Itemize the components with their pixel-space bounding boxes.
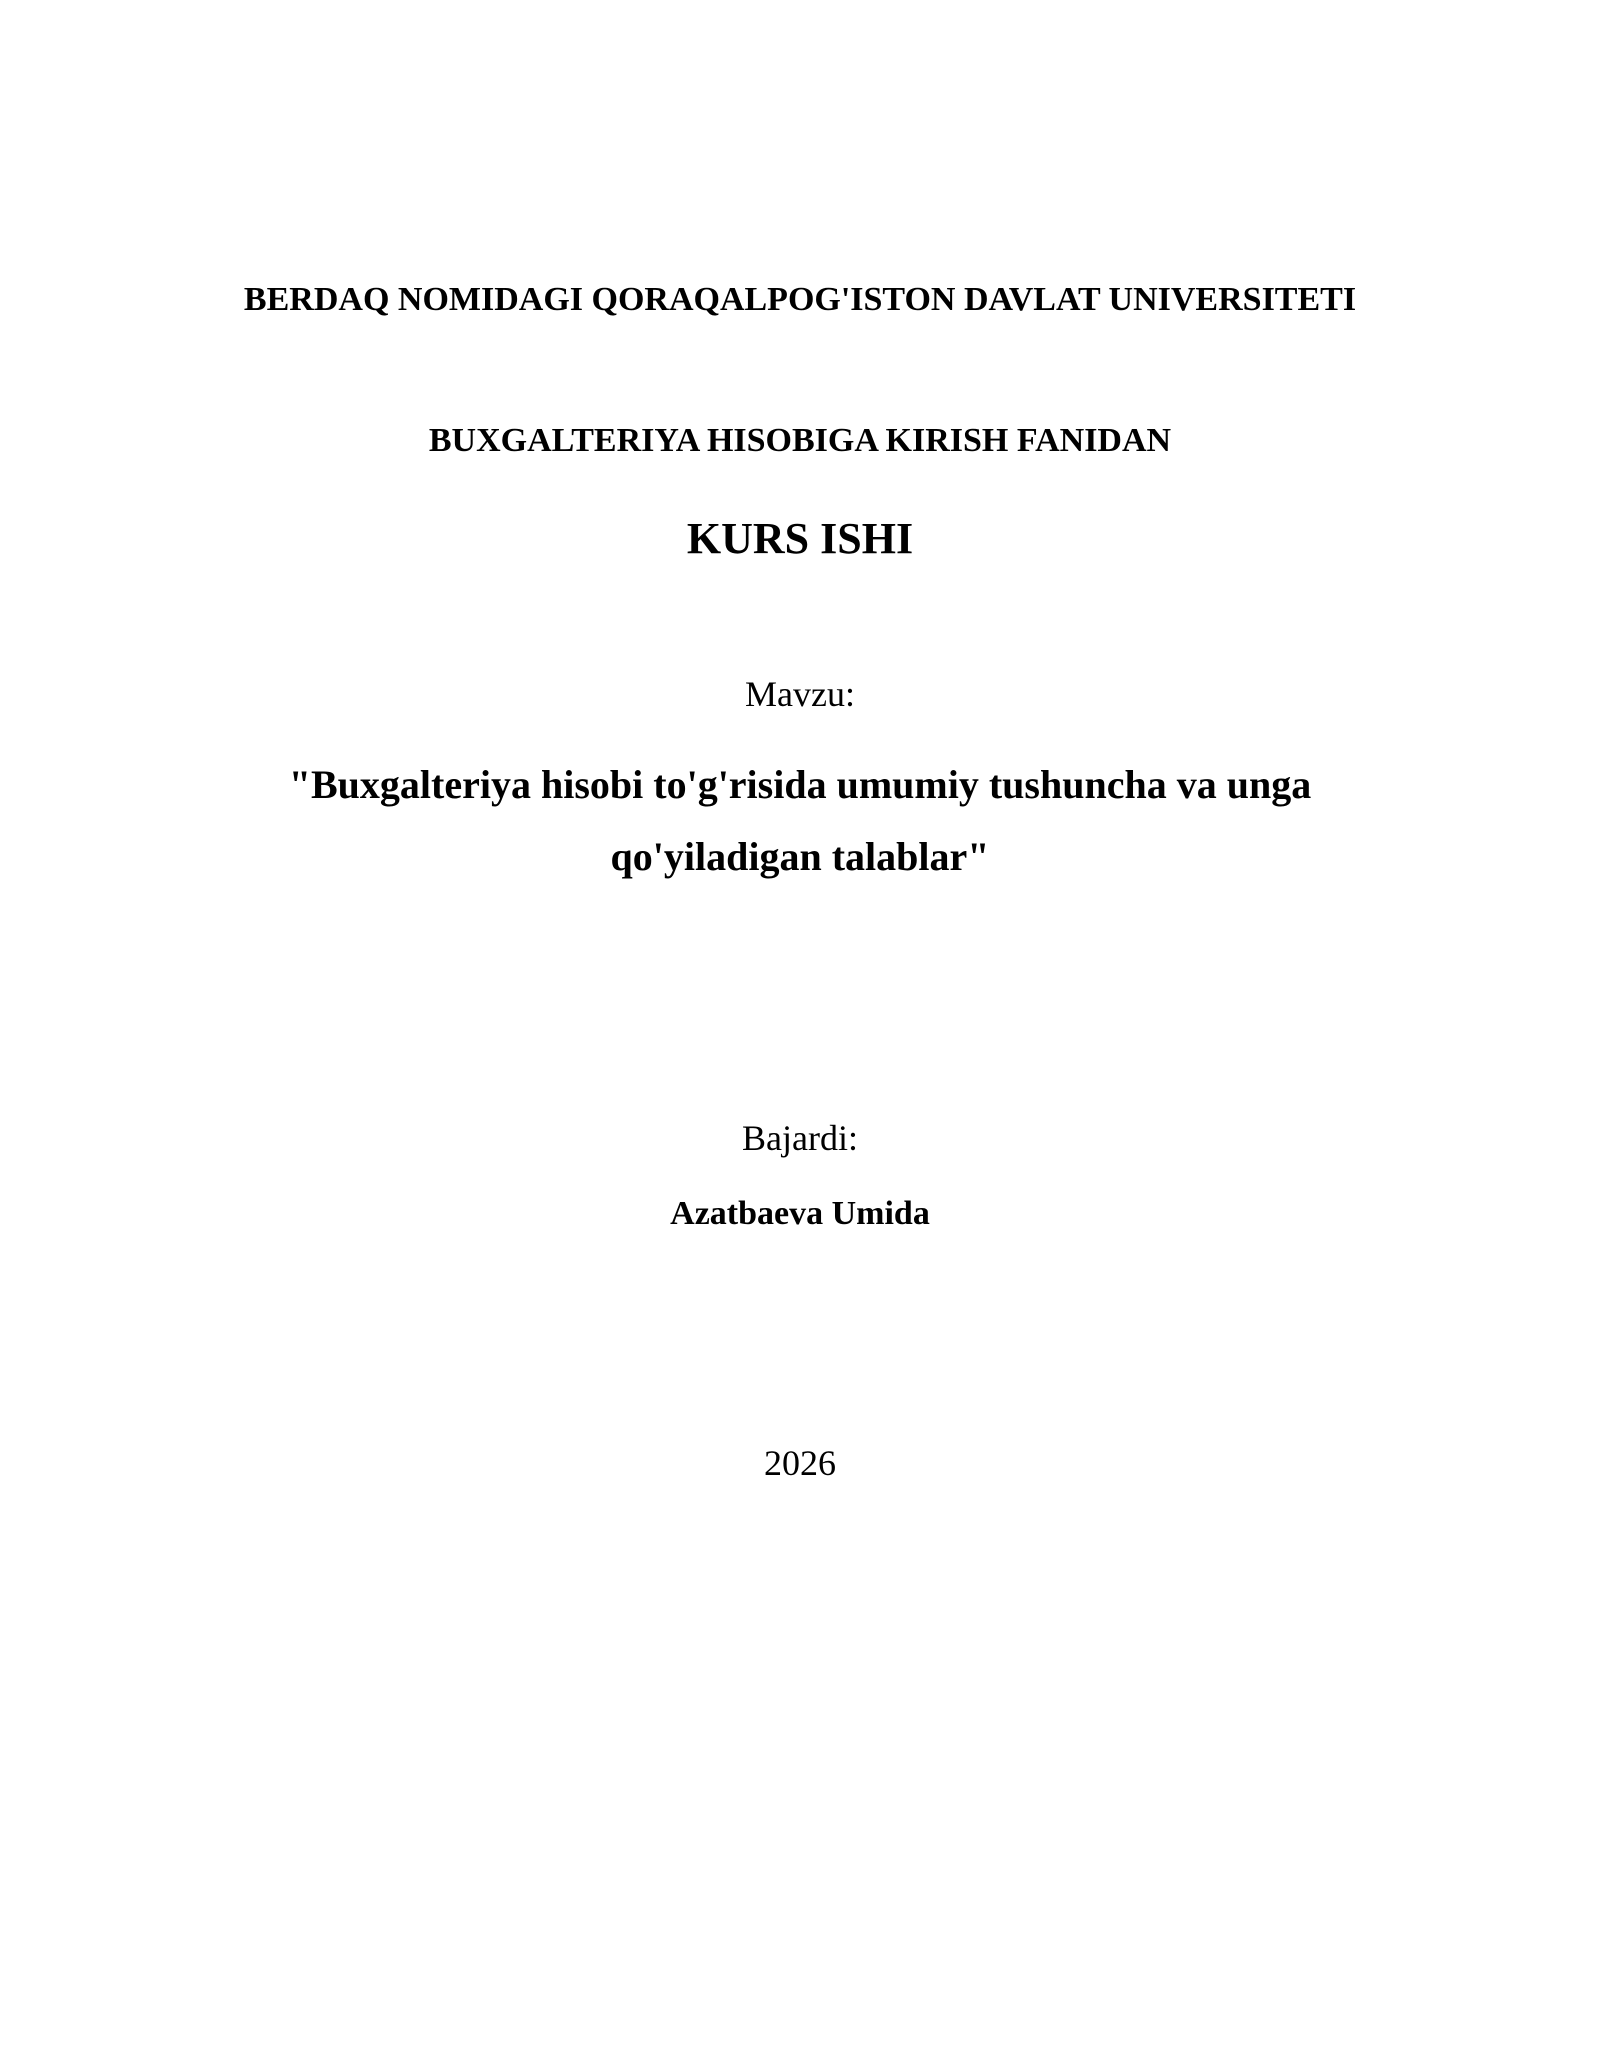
topic-title-line-2: qo'yiladigan talablar" — [610, 834, 990, 879]
topic-title-line-1: "Buxgalteriya hisobi to'g'risida umumiy tushuncha va unga — [288, 762, 1312, 807]
author-name: Azatbaeva Umida — [670, 1195, 930, 1232]
performed-by-label: Bajardi: — [742, 1118, 858, 1158]
subject-heading: BUXGALTERIYA HISOBIGA KIRISH FANIDAN — [428, 422, 1172, 459]
year: 2026 — [764, 1443, 836, 1483]
topic-title — [0, 749, 1600, 893]
document-type: KURS ISHI — [686, 514, 914, 563]
topic-label: Mavzu: — [745, 674, 855, 714]
university-name: BERDAQ NOMIDAGI QORAQALPOG'ISTON DAVLAT UNIVERSITETI — [243, 281, 1357, 318]
